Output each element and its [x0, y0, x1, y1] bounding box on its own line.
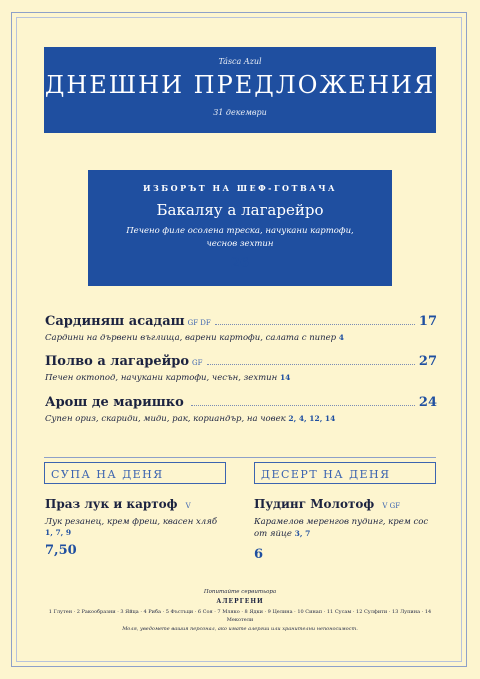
header-banner — [44, 47, 436, 133]
item-allergens: 2, 4, 12, 14 — [288, 414, 336, 423]
dessert-price: 6 — [254, 546, 264, 562]
soup-price: 7,50 — [45, 543, 77, 559]
dessert-allergens: 3, 7 — [294, 529, 311, 539]
soup-name: Праз лук и картоф — [45, 497, 178, 511]
chef-dish-description: Печено филе осолена треска, начукани картофи, чеснов зехтин — [126, 226, 354, 250]
footer — [40, 589, 440, 632]
dessert-name: Пудинг Молотоф — [254, 497, 375, 511]
soup-tags: V — [185, 502, 191, 510]
item-description: Супен ориз, скариди, миди, рак, кориандър, на човек — [45, 414, 286, 424]
item-price: 17 — [418, 314, 437, 329]
ask-server-text: Попитайте сервитьора — [203, 589, 277, 595]
dessert-of-day-label: ДЕСЕРТ НА ДЕНЯ — [254, 462, 436, 484]
dessert-tags: V GF — [382, 502, 401, 510]
item-price: 27 — [418, 354, 437, 369]
menu-item — [45, 395, 437, 424]
item-allergens: 14 — [279, 373, 291, 382]
chef-dish-price: 26 — [230, 256, 250, 272]
section-divider — [44, 457, 436, 458]
item-price: 24 — [418, 395, 437, 410]
allergy-note: Моля, уведомете вашия персонал, ако имате алергии или хранителни непоносимост. — [122, 626, 358, 632]
leader-dots — [215, 324, 415, 325]
item-description: Сардини на дървени въглища, варени картофи, салата с пипер — [45, 333, 337, 343]
item-name: Арош де маришко — [45, 395, 184, 410]
soup-description: Лук резанец, крем фреш, квасен хляб — [45, 517, 218, 527]
allergens-list: 1 Глутен · 2 Ракообразни · 3 Яйца · 4 Риба · 5 Фъстъци · 6 Соя · 7 Мляко · 8 Ядки · 9 Целина · 10 Синап · 11 Сусам · 12 Сулфити · 13 Лупина · 14 Мекотели — [48, 609, 432, 623]
restaurant-name: Táscа Azul — [218, 57, 262, 66]
item-description: Печен октопод, начукани картофи, чесън, зехтин — [45, 373, 278, 383]
item-tags: GF — [192, 359, 203, 367]
soup-allergens: 1, 7, 9 — [45, 528, 72, 538]
dessert-column — [254, 493, 439, 562]
item-tags: GF DF — [187, 319, 211, 327]
item-name: Полво а лагарейро — [45, 354, 190, 369]
soup-column — [45, 493, 230, 558]
allergens-title: АЛЕРГЕНИ — [216, 598, 264, 605]
chef-choice-box — [88, 170, 392, 286]
leader-dots — [191, 405, 415, 406]
leader-dots — [207, 364, 415, 365]
item-allergens: 4 — [338, 333, 345, 342]
menu-date: 31 декември — [213, 108, 267, 117]
menu-item — [45, 354, 437, 383]
item-name: Сардиняш асадаш — [45, 314, 185, 329]
menu-item — [45, 314, 437, 343]
dessert-description: Карамелов меренгов пудинг, крем сос от яйце — [254, 517, 429, 540]
chef-choice-label: ИЗБОРЪТ НА ШЕФ-ГОТВАЧА — [142, 183, 338, 193]
soup-of-day-label: СУПА НА ДЕНЯ — [44, 462, 226, 484]
page-title: ДНЕШНИ ПРЕДЛОЖЕНИЯ — [44, 71, 436, 99]
chef-dish-name: Бакаляу а лагарейро — [156, 201, 324, 219]
